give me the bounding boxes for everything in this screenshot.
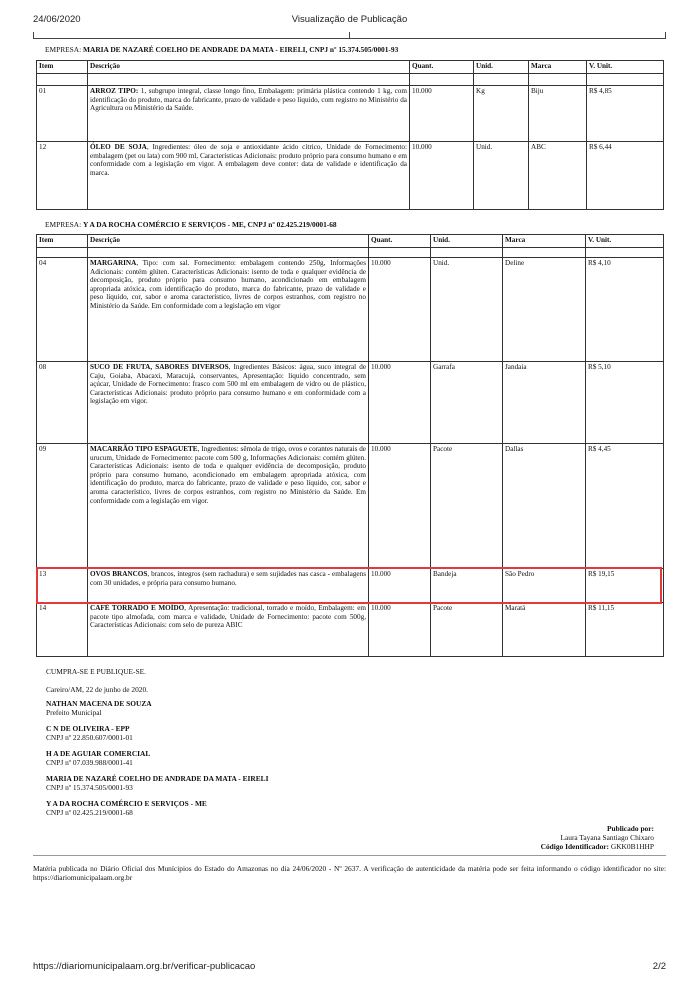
table-row: [37, 444, 664, 569]
signature-name: H A DE AGUIAR COMERCIAL: [46, 749, 151, 758]
signature-sub: CNPJ nº 02.425.219/0001-68: [46, 808, 133, 817]
table1-col-vunit: V. Unit.: [587, 61, 664, 74]
company2-name: Y A DA ROCHA COMÉRCIO E SERVIÇOS - ME, CNPJ nº 02.425.219/0001-68: [83, 220, 337, 229]
signature-sub: CNPJ nº 07.039.988/0001-41: [46, 758, 133, 767]
signature-block: [46, 749, 150, 767]
table-row: [37, 142, 664, 210]
signature-block: [46, 724, 133, 742]
closing-line2: Careiro/AM, 22 de junho de 2020.: [46, 685, 149, 694]
row-vunit: R$ 4,45: [586, 444, 664, 569]
table-row: [37, 258, 664, 362]
table2-col-marca: Marca: [503, 235, 586, 248]
row-item: 14: [37, 603, 88, 657]
table1-header-row: [37, 61, 664, 74]
table2-col-quant: Quant.: [369, 235, 431, 248]
signature-block: [46, 774, 269, 792]
row-text: , Ingredientes Básicos: água, suco integral de Caju, Goiaba, Abacaxi, Maracujá, conservantes, Apresentação: líquido concentrado, sem açúcar, Unidade de Fornecimento: frasco com 500 ml em embalagem de vidro ou de plástico, Características Adicionais: produto próprio para consumo humano e em conformidade com a legislação em vigor.: [90, 363, 367, 406]
table-row: [37, 362, 664, 444]
table1-col-item: Item: [37, 61, 88, 74]
row-vunit: R$ 5,10: [586, 362, 664, 444]
table2-header-row: [37, 235, 664, 248]
row-title: ARROZ TIPO:: [90, 87, 139, 95]
row-vunit: R$ 11,15: [586, 603, 664, 657]
row-vunit: R$ 6,44: [587, 142, 664, 210]
row-desc: [88, 142, 410, 210]
row-unid: Unid.: [431, 258, 503, 362]
top-ruler: [33, 32, 666, 39]
row-text: , brancos, íntegros (sem rachadura) e sem sujidades nas casca - embalagens com 30 unidades, e própria para consumo humano.: [90, 570, 366, 587]
row-quant: 10.000: [410, 142, 474, 210]
signature-sub: Prefeito Municipal: [46, 708, 102, 717]
row-desc: [88, 444, 369, 569]
row-title: MARGARINA: [90, 259, 137, 267]
row-marca: Dallas: [503, 444, 586, 569]
company2-heading: [45, 220, 337, 229]
row-quant: 10.000: [410, 86, 474, 142]
row-quant: 10.000: [369, 258, 431, 362]
row-title: SUCO DE FRUTA, SABORES DIVERSOS: [90, 363, 229, 371]
row-text: , Apresentação: tradicional, torrado e moído, Embalagem: em pacote tipo almofada, com marca e validade, Unidade de Fornecimento: pacote com 500g, Características Adicionais: com selo de pureza ABIC: [90, 604, 366, 630]
table2-col-unid: Unid.: [431, 235, 503, 248]
row-marca: Deline: [503, 258, 586, 362]
table1-col-quant: Quant.: [410, 61, 474, 74]
signature-name: Y A DA ROCHA COMÉRCIO E SERVIÇOS - ME: [46, 799, 207, 808]
row-text: 1, subgrupo integral, classe longo fino, Embalagem: primária plástica contendo 1 kg, com identificação do produto, marca do fabricante, prazo de validade e peso líquido, com registro no Ministério da Agricultura ou Ministério da Saúde.: [90, 87, 407, 113]
signature-sub: CNPJ nº 15.374.505/0001-93: [46, 783, 133, 792]
row-vunit: R$ 4,85: [587, 86, 664, 142]
footer-divider: [33, 855, 666, 856]
signature-name: C N DE OLIVEIRA - EPP: [46, 724, 130, 733]
row-vunit: R$ 4,10: [586, 258, 664, 362]
signature-name: MARIA DE NAZARÉ COELHO DE ANDRADE DA MATA - EIRELI: [46, 774, 269, 783]
row-quant: 10.000: [369, 569, 431, 603]
row-text: , Ingredientes: sêmola de trigo, ovos e corantes naturais de urucum, Unidade de Fornecimento: pacote com 500 g, Informações Adicionais: contém glúten. Características Adicionais: isento de toda e qualquer evidência de decomposição, produto próprio para consumo humano, acondicionado em embalagem apropriada atóxica, com identificação do produto, marca do fabricante, prazo de validade e peso líquido, cor, sabor e aroma característico, livres de corpos estranhos, com registro no Ministério da Saúde. Em conformidade com a legislação em vigor.: [90, 445, 366, 505]
row-desc: [88, 258, 369, 362]
row-quant: 10.000: [369, 603, 431, 657]
published-name: Laura Tayana Santiago Chixaro: [560, 833, 654, 842]
row-vunit: R$ 19,15: [586, 569, 664, 603]
company1-heading: [45, 45, 398, 54]
row-item: 08: [37, 362, 88, 444]
code-label: Código Identificador:: [540, 842, 610, 851]
table2-col-vunit: V. Unit.: [586, 235, 664, 248]
row-desc: [88, 362, 369, 444]
signature-block: [46, 699, 152, 717]
table1-col-desc: Descrição: [88, 61, 410, 74]
row-item: 01: [37, 86, 88, 142]
row-unid: Garrafa: [431, 362, 503, 444]
print-title: Visualização de Publicação: [291, 14, 408, 25]
row-desc: [88, 603, 369, 657]
row-text: , Ingredientes: óleo de soja e antioxidante ácido cítrico, Unidade de Fornecimento: embalagem (pet ou lata) com 900 ml, Características Adicionais: produto próprio para consumo humano e em conformidade com a legislação em vigor. A embalagem deve conter: data de validade e identificação da marca.: [90, 143, 407, 177]
company1-prefix: EMPRESA:: [45, 45, 82, 54]
company1-name: MARIA DE NAZARÉ COELHO DE ANDRADE DA MATA - EIRELI, CNPJ nº 15.374.505/0001-93: [83, 45, 399, 54]
row-desc: [88, 86, 410, 142]
row-unid: Unid.: [474, 142, 529, 210]
row-text: , Tipo: com sal. Fornecimento: embalagem contendo 250g, Informações Adicionais: contém glúten. Características Adicionais: isento de toda e qualquer evidência de decomposição, produto próprio para consumo humano, acondicionado em embalagem apropriada atóxica, com identificação do produto, marca do fabricante, prazo de validade e peso líquido, cor, sabor e aroma característico, livres de corpos estranhos, com registro no Ministério da Saúde. Em conformidade com a legislação em vigor: [90, 259, 366, 310]
table2-col-item: Item: [37, 235, 88, 248]
row-marca: Jandaia: [503, 362, 586, 444]
row-marca: Maratá: [503, 603, 586, 657]
row-unid: Pacote: [431, 603, 503, 657]
table2-col-desc: Descrição: [88, 235, 369, 248]
row-item: 04: [37, 258, 88, 362]
row-unid: Bandeja: [431, 569, 503, 603]
print-date: 24/06/2020: [33, 14, 81, 25]
print-url: https://diariomunicipalaam.org.br/verificar-publicacao: [33, 961, 256, 972]
row-item: 13: [37, 569, 88, 603]
row-title: MACARRÃO TIPO ESPAGUETE: [90, 445, 198, 453]
row-title: OVOS BRANCOS: [90, 570, 148, 578]
row-quant: 10.000: [369, 362, 431, 444]
print-page-number: 2/2: [652, 961, 666, 972]
table1: [36, 60, 664, 210]
row-title: ÓLEO DE SOJA: [90, 143, 147, 151]
table-row: [37, 603, 664, 657]
published-label: Publicado por:: [606, 824, 654, 833]
row-marca: São Pedro: [503, 569, 586, 603]
table1-col-unid: Unid.: [474, 61, 529, 74]
row-marca: Biju: [529, 86, 587, 142]
row-unid: Pacote: [431, 444, 503, 569]
row-title: CAFÉ TORRADO E MOÍDO: [90, 604, 185, 612]
footer-note: Matéria publicada no Diário Oficial dos Munícipios do Estado do Amazonas no dia 24/06/2020 - Nº 2637. A verificação de autenticidade da matéria pode ser feita informando o código identificador no site: https://diariomunicipalaam.org.br: [33, 864, 666, 882]
closing-line1: CUMPRA-SE E PUBLIQUE-SE.: [46, 667, 146, 676]
published-block: [541, 824, 654, 851]
table1-col-marca: Marca: [529, 61, 587, 74]
row-unid: Kg: [474, 86, 529, 142]
signature-name: NATHAN MACENA DE SOUZA: [46, 699, 152, 708]
signature-block: [46, 799, 207, 817]
row-item: 12: [37, 142, 88, 210]
company2-prefix: EMPRESA:: [45, 220, 82, 229]
code-value: GKK0B1HHP: [610, 842, 654, 851]
signature-sub: CNPJ nº 22.850.607/0001-01: [46, 733, 133, 742]
table-row: [37, 86, 664, 142]
row-marca: ABC: [529, 142, 587, 210]
row-quant: 10.000: [369, 444, 431, 569]
row-item: 09: [37, 444, 88, 569]
highlight-box: [36, 567, 662, 604]
